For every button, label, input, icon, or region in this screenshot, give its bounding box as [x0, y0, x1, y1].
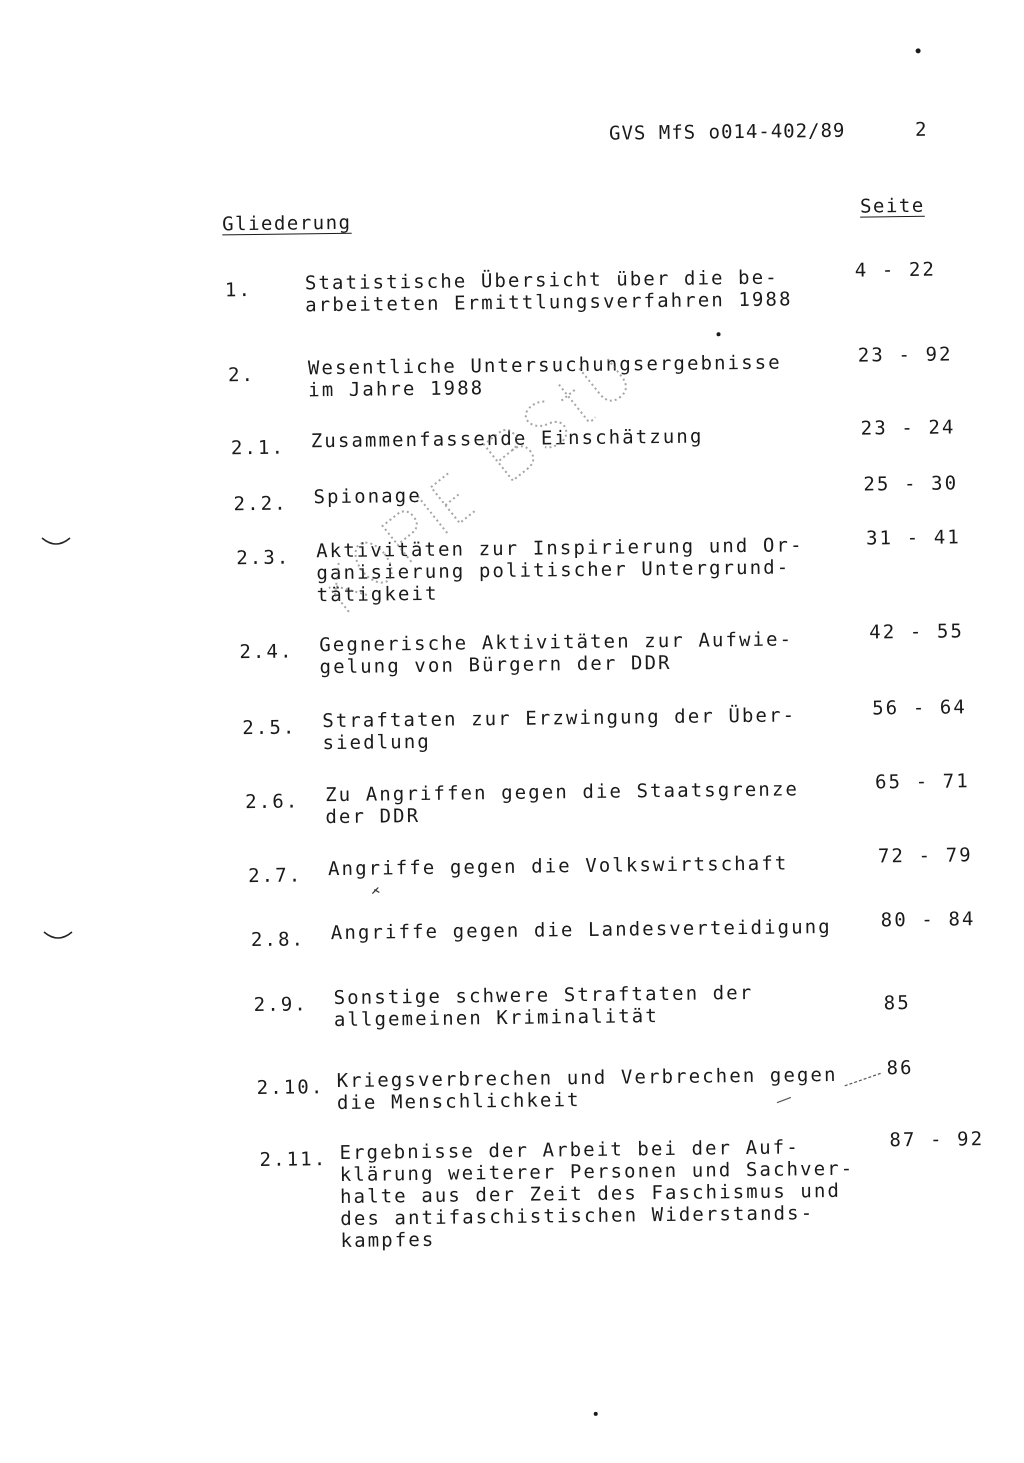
toc-entry-text: Spionage [313, 484, 422, 509]
toc-entry-number: 2.9. [253, 993, 308, 1017]
toc-entry-number: 2.8. [250, 928, 306, 952]
toc-entry-pages: 42 - 55 [869, 620, 965, 644]
toc-entry-number: 2.3. [236, 546, 291, 570]
toc-entry-text: Zusammenfassende Einschätzung [310, 425, 704, 453]
toc-entry-text: Angriffe gegen die Volkswirtschaft [327, 852, 789, 881]
toc-entry-number: 2.1. [230, 436, 286, 460]
page-number: 2 [914, 118, 928, 141]
toc-entry-pages: 80 - 84 [880, 908, 976, 932]
speck [912, 45, 924, 57]
toc-entry-pages: 72 - 79 [877, 844, 973, 868]
speck [591, 1409, 601, 1419]
toc-entry-pages: 87 - 92 [889, 1128, 985, 1152]
toc-pages-heading: Seite [859, 194, 925, 218]
toc-entry-number: 2.5. [242, 716, 297, 740]
toc-entry-pages: 23 - 24 [860, 416, 956, 440]
toc-entry-text: Gegnerische Aktivitäten zur Aufwie- gelung von Bürgern der DDR [319, 628, 794, 679]
toc-entry-text: Zu Angriffen gegen die Staatsgrenze der DDR [325, 778, 800, 829]
toc-entry-pages: 65 - 71 [874, 770, 970, 794]
toc-entry-number: 2. [227, 363, 256, 387]
toc-entry-number: 2.7. [247, 864, 303, 888]
toc-entry-pages: 25 - 30 [863, 472, 959, 496]
toc-entry-text: Kriegsverbrechen und Verbrechen gegen die Menschlichkeit [336, 1063, 838, 1115]
archive-stamp [326, 356, 790, 662]
toc-entry-pages: 23 - 92 [857, 343, 953, 367]
document-header [608, 118, 928, 145]
toc-entry-number: 2.2. [233, 492, 288, 516]
toc-entry-pages: 4 - 22 [854, 258, 937, 282]
toc-entry-number: 2.4. [239, 640, 294, 664]
toc-entry-number: 2.6. [245, 790, 300, 814]
toc-entry-pages: 86 [886, 1056, 914, 1080]
toc-entry-text: Aktivitäten zur Inspirierung und Or- ganisierung politischer Untergrund- tätigkeit [316, 534, 804, 607]
toc-entry-pages: 85 [883, 992, 911, 1015]
document-reference: GVS MfS o014-402/89 [608, 119, 846, 145]
toc-entry-text: Statistische Übersicht über die be- arbeiteten Ermittlungsverfahren 1988 [304, 266, 793, 317]
toc-entry-text: Wesentliche Untersuchungsergebnisse im Jahre 1988 [307, 351, 782, 402]
toc-entry-text: Ergebnisse der Arbeit bei der Auf- klärung weiterer Personen und Sachver- halte aus der Zeit des Faschismus und des antifaschistischen Widerstands- kampfes [339, 1136, 855, 1252]
toc-entry-pages: 56 - 64 [871, 696, 968, 720]
toc-entry-pages: 31 - 41 [865, 526, 961, 550]
toc-entry-text: Straftaten zur Erzwingung der Über- siedlung [322, 704, 797, 755]
speck [370, 885, 382, 897]
toc-entry-number: 1. [224, 278, 253, 302]
toc-entry-number: 2.10. [256, 1076, 325, 1100]
toc-entry-text: Angriffe gegen die Landesverteidigung [330, 915, 832, 945]
speck [713, 329, 723, 339]
toc-title: Gliederung [222, 211, 352, 236]
toc-entry-number: 2.11. [259, 1148, 328, 1171]
toc-entry-text: Sonstige schwere Straftaten der allgemeinen Kriminalität [333, 981, 754, 1032]
